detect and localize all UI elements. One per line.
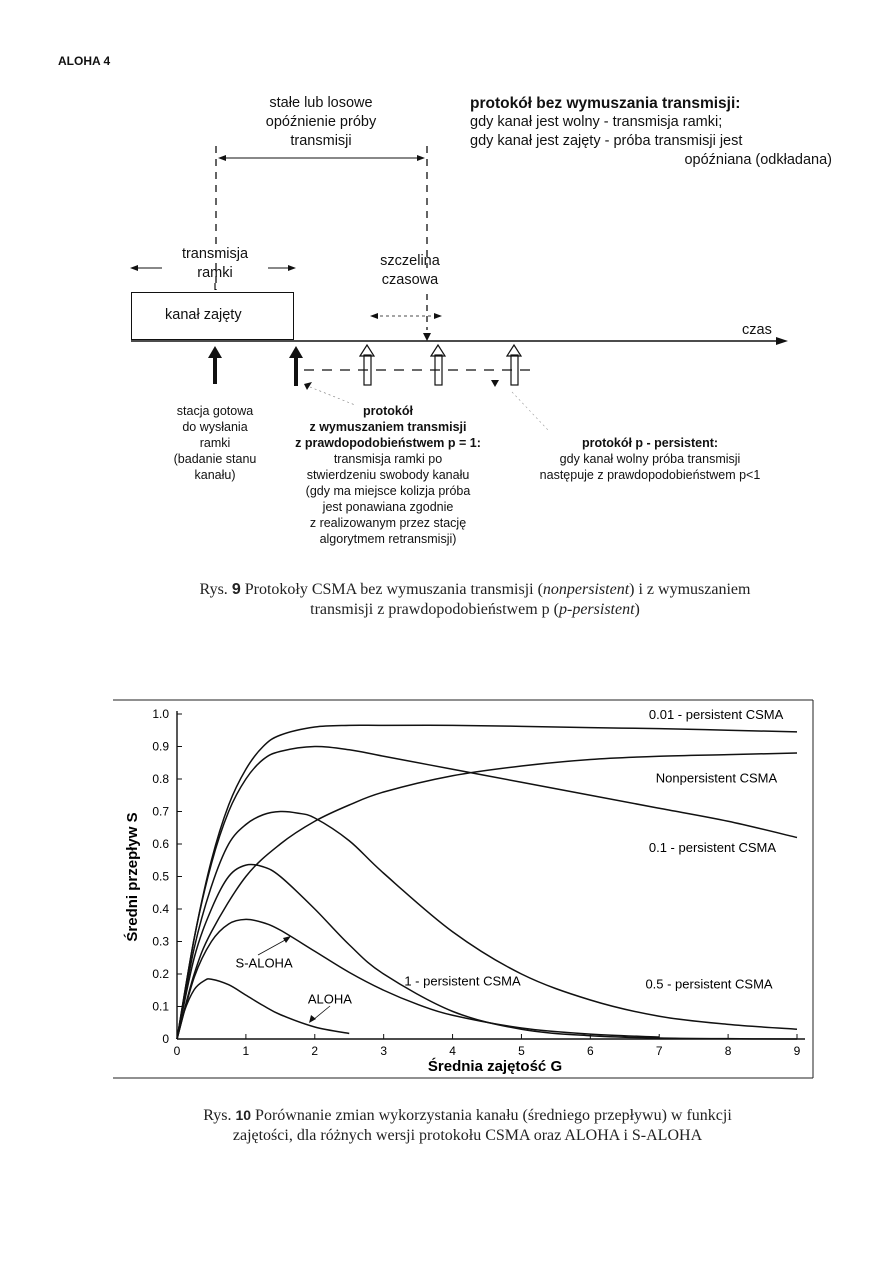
aloha-pointer-head [309, 1015, 316, 1023]
caption-text: Protokoły CSMA bez wymuszania transmisji ( [240, 581, 543, 598]
x-tick-label: 4 [449, 1044, 456, 1058]
throughput-chart [0, 690, 893, 1110]
p1-title-line: z wymuszaniem transmisji [309, 420, 467, 434]
x-tick-label: 3 [380, 1044, 388, 1058]
station-ready-line: (badanie stanu [173, 452, 257, 466]
station-ready-line: do wysłania [182, 420, 248, 434]
y-tick-label: 0.9 [152, 739, 169, 754]
pointer-line-2 [512, 392, 548, 430]
slot-label-line: szczelina [380, 253, 440, 269]
chart-ticks [152, 707, 800, 1058]
aloha-pointer [313, 1006, 330, 1020]
fig10-caption-line2: zajętości, dla różnych wersji protokołu CSMA oraz ALOHA i S-ALOHA [232, 1127, 703, 1144]
slot-left-head [370, 313, 378, 319]
p1-text-line: algorytmem retransmisji) [319, 532, 457, 546]
delay-label-line: opóźnienie próby [265, 114, 377, 130]
chart-frame [113, 700, 813, 1078]
fig10-caption-line1 [100, 1105, 835, 1126]
p1-text-line: stwierdzeniu swobody kanału [306, 468, 470, 482]
p1-protocol-text [262, 403, 514, 547]
frame-tx-line: transmisja [181, 246, 249, 262]
series-label: ALOHA [307, 991, 352, 1007]
delay-label-line: stałe lub losowe [269, 95, 373, 111]
slot-down-arrow [423, 333, 431, 341]
series-label: Nonpersistent CSMA [655, 770, 778, 786]
hollow-arrow-2 [431, 345, 445, 385]
pp-title: protokół p - persistent: [581, 436, 719, 450]
y-tick-label: 0.6 [152, 837, 169, 851]
caption-prefix: Rys. [203, 1107, 236, 1124]
p1-text-line: jest ponawiana zgodnie [322, 500, 454, 514]
p1-title-line: protokół [363, 404, 413, 418]
caption-italic: p-persistent [558, 601, 635, 618]
caption-italic: nonpersistent [542, 581, 630, 598]
series-label: 0.01 - persistent CSMA [648, 706, 784, 722]
hollow-arrow-1 [360, 345, 374, 385]
pp-line: następuje z prawdopodobieństwem p<1 [539, 468, 761, 482]
caption-number: 10 [235, 1107, 252, 1123]
pp-line: gdy kanał wolny próba transmisji [559, 452, 741, 466]
series-line-aloha [177, 979, 349, 1039]
p1-title-line: z prawdopodobieństwem p = 1: [295, 436, 481, 450]
series-line-1-persistent-csma [177, 864, 797, 1039]
chart-series-labels [236, 707, 784, 1023]
channel-busy-label: kanał zajęty [165, 307, 242, 323]
caption-text: Porównanie zmian wykorzystania kanału (średniego przepływu) w funkcji [251, 1107, 732, 1124]
station-ready-line: kanału) [194, 468, 236, 482]
caption-text: transmisji z prawdopodobieństwem p ( [310, 601, 559, 618]
x-tick-label: 9 [793, 1044, 801, 1058]
x-tick-label: 1 [242, 1044, 250, 1058]
y-tick-label: 0.5 [152, 869, 169, 884]
p-persistent-text [500, 435, 800, 483]
y-axis-title: Średni przepływ S [124, 812, 141, 942]
station-ready-text [150, 403, 280, 483]
series-line-0-1-persistent-csma [177, 746, 797, 1039]
station-ready-line: ramki [199, 436, 231, 450]
caption-number: 9 [231, 581, 241, 598]
y-tick-label: 0.8 [152, 772, 169, 786]
slot-right-head [434, 313, 442, 319]
series-label: S-ALOHA [235, 955, 293, 971]
pointer-arrow-2 [491, 380, 499, 387]
p1-text-line: z realizowanym przez stację [309, 516, 467, 530]
p1-text-line: transmisja ramki po [333, 452, 443, 466]
x-tick-label: 6 [586, 1044, 594, 1058]
fig9-caption-line1 [100, 580, 850, 600]
caption-text: ) i z wymuszaniem [629, 581, 751, 598]
figure-9-caption [100, 580, 850, 620]
y-tick-label: 0.3 [152, 934, 169, 949]
y-tick-label: 0.1 [152, 999, 169, 1014]
p1-text-line: (gdy ma miejsce kolizja próba [305, 484, 471, 498]
nonpersistent-line: gdy kanał jest wolny - transmisja ramki; [470, 114, 723, 130]
s-aloha-pointer-head [283, 936, 291, 943]
x-tick-label: 8 [724, 1044, 732, 1058]
nonpersistent-line: opóźniana (odkładana) [684, 152, 832, 168]
frame-tx-right-head [288, 265, 296, 271]
series-label: 0.5 - persistent CSMA [645, 976, 773, 992]
frame-tx-line: ramki [197, 265, 233, 281]
x-tick-label: 2 [311, 1044, 319, 1058]
pointer-arrow-1 [304, 382, 312, 390]
series-label: 0.1 - persistent CSMA [648, 840, 777, 856]
hollow-arrow-3 [507, 345, 521, 385]
delay-label-line: transmisji [290, 133, 352, 149]
delay-arrow-left-head [218, 155, 226, 161]
fig9-caption-line2 [100, 600, 850, 620]
running-header: ALOHA 4 [58, 54, 111, 68]
y-tick-label: 0.7 [152, 804, 169, 819]
nonpersistent-line: gdy kanał jest zajęty - próba transmisji jest [470, 133, 743, 149]
x-tick-label: 5 [518, 1044, 525, 1058]
figure-10-caption [100, 1105, 835, 1146]
delay-arrow-right-head [417, 155, 425, 161]
caption-text: ) [634, 601, 640, 618]
slot-label-line: czasowa [381, 272, 439, 288]
p1-arrowhead [289, 346, 303, 358]
y-tick-label: 1.0 [152, 707, 169, 721]
y-tick-label: 0 [162, 1032, 169, 1046]
time-axis-head [776, 337, 788, 345]
series-line-nonpersistent-csma [177, 753, 797, 1039]
series-label: 1 - persistent CSMA [404, 973, 521, 989]
y-tick-label: 0.4 [152, 902, 169, 916]
time-axis-label: czas [742, 322, 772, 338]
x-tick-label: 7 [655, 1044, 663, 1058]
x-tick-label: 0 [173, 1044, 181, 1058]
frame-tx-left-head [130, 265, 138, 271]
x-axis-title: Średnia zajętość G [427, 1058, 563, 1075]
station-ready-line: stacja gotowa [176, 404, 254, 418]
nonpersistent-title: protokół bez wymuszania transmisji: [470, 95, 741, 112]
s-aloha-pointer [258, 939, 287, 955]
y-tick-label: 0.2 [152, 967, 169, 981]
caption-prefix: Rys. [199, 581, 232, 598]
station-ready-arrowhead [208, 346, 222, 358]
